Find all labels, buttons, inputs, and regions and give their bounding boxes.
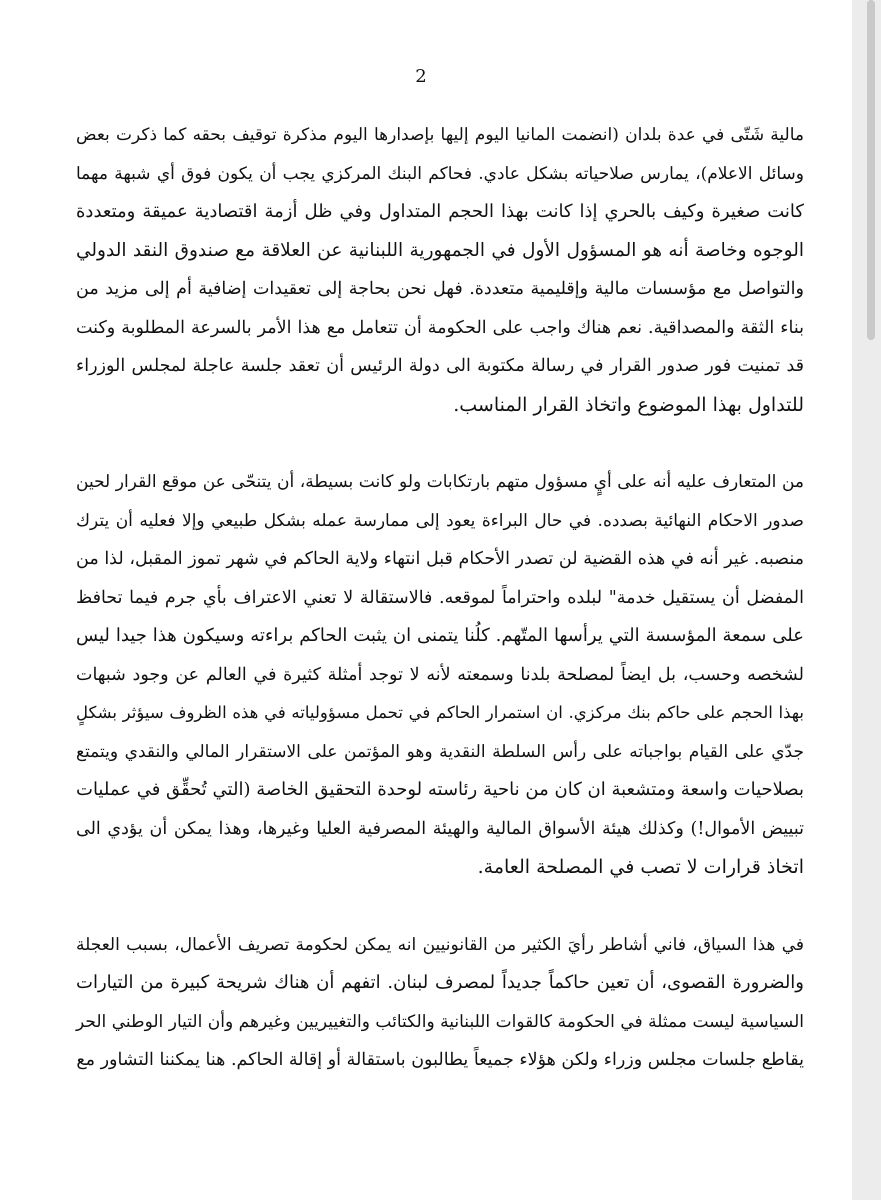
text-line: في هذا السياق، فاني أشاطر رأيَ الكثير من القانونيين انه يمكن لحكومة تصريف الأعمال، بسبب العجلة — [76, 934, 804, 955]
page-number: 2 — [415, 66, 427, 87]
paragraph — [76, 926, 804, 1080]
scrollbar-thumb[interactable] — [867, 0, 875, 340]
text-line: والضرورة القصوى، أن تعين حاكماً جديداً لمصرف لبنان. اتفهم أن هناك شريحة كبيرة من التيارات — [76, 972, 804, 993]
paragraph — [76, 116, 804, 424]
text-line: المفضل أن يستقيل خدمة" لبلده واحتراماً لموقعه. فالاستقالة لا تعني الاعتراف بأي جرم فيما تحافظ — [76, 587, 804, 608]
text-line: السياسية ليست ممثلة في الحكومة كالقوات اللبنانية والكتائب والتغييريين وغيرهم وأن التيار الوطني الحر — [76, 1011, 804, 1032]
text-line: بناء الثقة والمصداقية. نعم هناك واجب على الحكومة أن تتعامل مع هذا الأمر بالسرعة المطلوبة وكنت — [76, 317, 804, 338]
text-line: للتداول بهذا الموضوع واتخاذ القرار المناسب. — [453, 393, 804, 416]
paragraph — [76, 463, 804, 887]
text-line: جدّي على القيام بواجباته على رأس السلطة النقدية وهو المؤتمن على الاستقرار المالي والنقدي ويتمتع — [76, 741, 804, 762]
text-line: اتخاذ قرارات لا تصب في المصلحة العامة. — [477, 856, 804, 878]
text-line: تبييض الأموال!) وكذلك هيئة الأسواق المالية والهيئة المصرفية العليا وغيرها، وهذا يمكن أن يؤدي الى — [76, 818, 804, 839]
vertical-scrollbar[interactable] — [852, 0, 881, 1200]
text-line: من المتعارف عليه أنه على أيٍ مسؤول متهم بارتكابات ولو كانت بسيطة، أن يتنحّى عن موقع القرار لحين — [76, 472, 804, 492]
text-line: قد تمنيت فور صدور القرار في رسالة مكتوبة الى دولة الرئيس أن تعقد جلسة عاجلة لمجلس الوزراء — [76, 356, 804, 376]
text-line: كانت صغيرة وكيف بالحري إذا كانت بهذا الحجم المتداول وفي ظل أزمة اقتصادية عميقة ومتعددة — [76, 201, 804, 222]
text-line: صدور الاحكام النهائية بصدده. في حال البراءة يعود إلى ممارسة عمله بشكل طبيعي وإلا فعليه أن يترك — [76, 510, 804, 531]
text-line: مالية شَتّى في عدة بلدان (انضمت المانيا اليوم إليها بإصدارها اليوم مذكرة توقيف بحقه كما ذكرت بعض — [76, 125, 804, 145]
text-line: والتواصل مع مؤسسات مالية وإقليمية متعددة. فهل نحن بحاجة إلى تعقيدات إضافية أم إلى مزيد من — [76, 279, 804, 299]
document-body — [76, 116, 804, 1080]
text-line: وسائل الاعلام)، يمارس صلاحياته بشكل عادي. فحاكم البنك المركزي يجب أن يكون فوق أي شبهة مهما — [76, 163, 804, 184]
text-line: يقاطع جلسات مجلس وزراء ولكن هؤلاء جميعاً يطالبون باستقالة أو إقالة الحاكم. هنا يمكننا التشاور مع — [76, 1050, 804, 1070]
text-line: الوجوه وخاصة أنه هو المسؤول الأول في الجمهورية اللبنانية عن العلاقة مع صندوق النقد الدولي — [76, 239, 804, 261]
text-line: بهذا الحجم على حاكم بنك مركزي. ان استمرار الحاكم في تحمل مسؤولياته في هذه الظروف سيؤثر بشكلٍ — [76, 703, 804, 722]
text-line: منصبه. غير أنه في هذه القضية لن تصدر الأحكام قبل انتهاء ولاية الحاكم في شهر تموز المقبل، لذا من — [76, 549, 804, 569]
text-line: على سمعة المؤسسة التي يرأسها المتّهم. كلُنا يتمنى ان يثبت الحاكم براءته وسيكون هذا جيدا ليس — [76, 625, 804, 646]
text-line: لشخصه وحسب، بل ايضاً لمصلحة بلدنا وسمعته لأنه لا توجد أمثلة كثيرة في العالم عن وجود شبهات — [76, 664, 804, 685]
text-line: بصلاحيات واسعة ومتشعبة ان كان من ناحية رئاسته لوحدة التحقيق الخاصة (التي تُحقِّق في عمليات — [76, 779, 804, 800]
